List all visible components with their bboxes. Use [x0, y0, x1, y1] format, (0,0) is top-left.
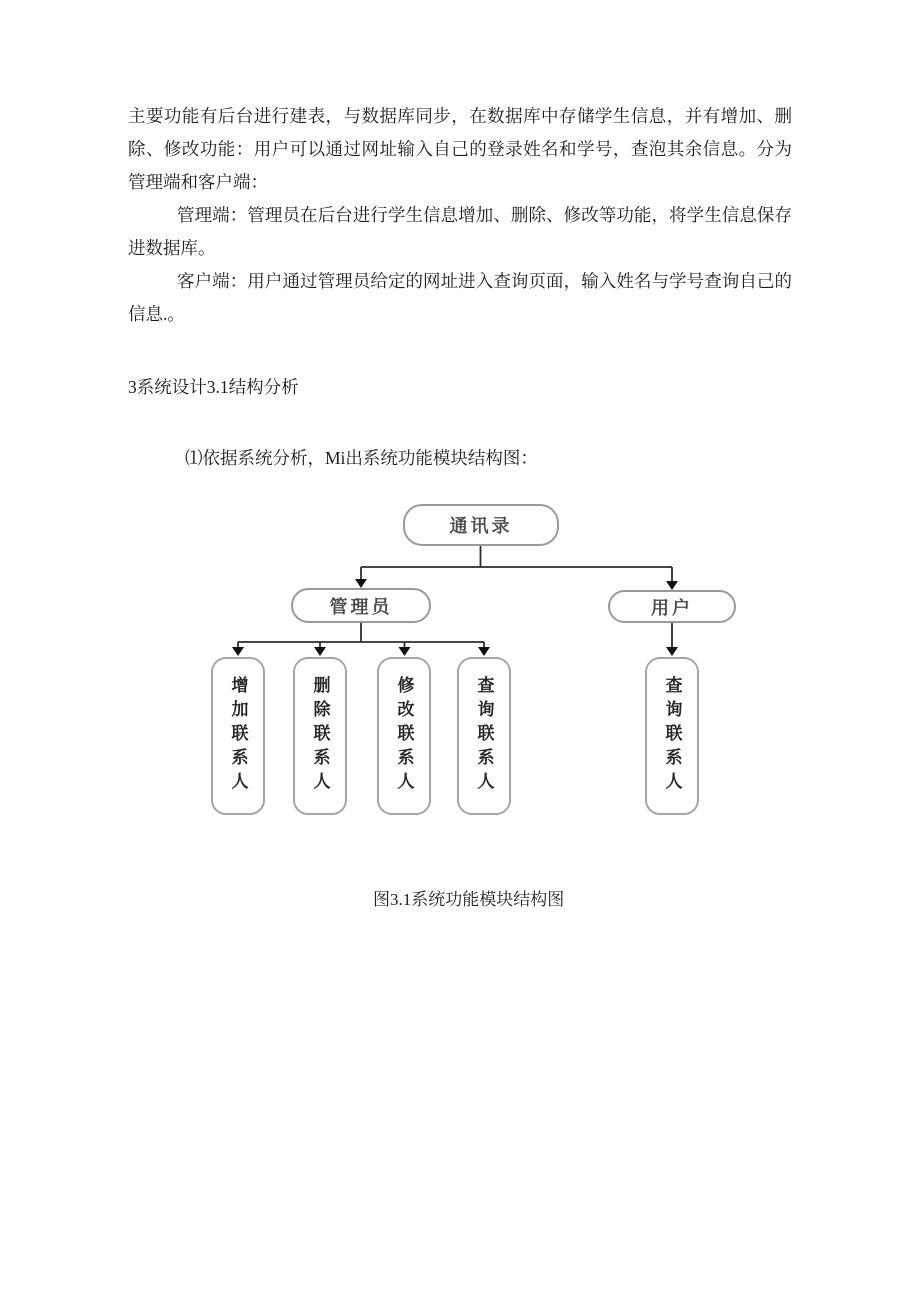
- paragraph-client-side: 客户端：用户通过管理员给定的网址进入查询页面，输入姓名与学号查询自己的信息.。: [128, 271, 792, 324]
- figure-caption: 图3.1系统功能模块结构图: [373, 890, 565, 909]
- diagram-node-delete-contact: 删除联系人: [293, 657, 347, 815]
- paragraph-overview: 主要功能有后台进行建表，与数据库同步，在数据库中存储学生信息，并有增加、删除、修改功能：用户可以通过网址输入自己的登录姓名和学号，查泡其余信息。分为管理端和客户端：: [128, 106, 792, 192]
- diagram-node-query-contact-admin: 查询联系人: [457, 657, 511, 815]
- document-body: [0, 0, 920, 475]
- section-heading: 3系统设计3.1结构分析: [128, 377, 299, 397]
- figure-intro-line: ⑴依据系统分析，Mi出系统功能模块结构图：: [185, 448, 538, 468]
- diagram-node-root: 通讯录: [403, 504, 559, 546]
- diagram-node-admin: 管理员: [291, 588, 431, 623]
- diagram-node-query-contact-user: 查询联系人: [645, 657, 699, 815]
- module-structure-diagram: [0, 497, 920, 827]
- diagram-node-edit-contact: 修改联系人: [377, 657, 431, 815]
- diagram-node-user: 用户: [608, 590, 736, 623]
- paragraph-admin-side: 管理端：管理员在后台进行学生信息增加、删除、修改等功能，将学生信息保存进数据库。: [128, 205, 792, 258]
- diagram-node-add-contact: 增加联系人: [211, 657, 265, 815]
